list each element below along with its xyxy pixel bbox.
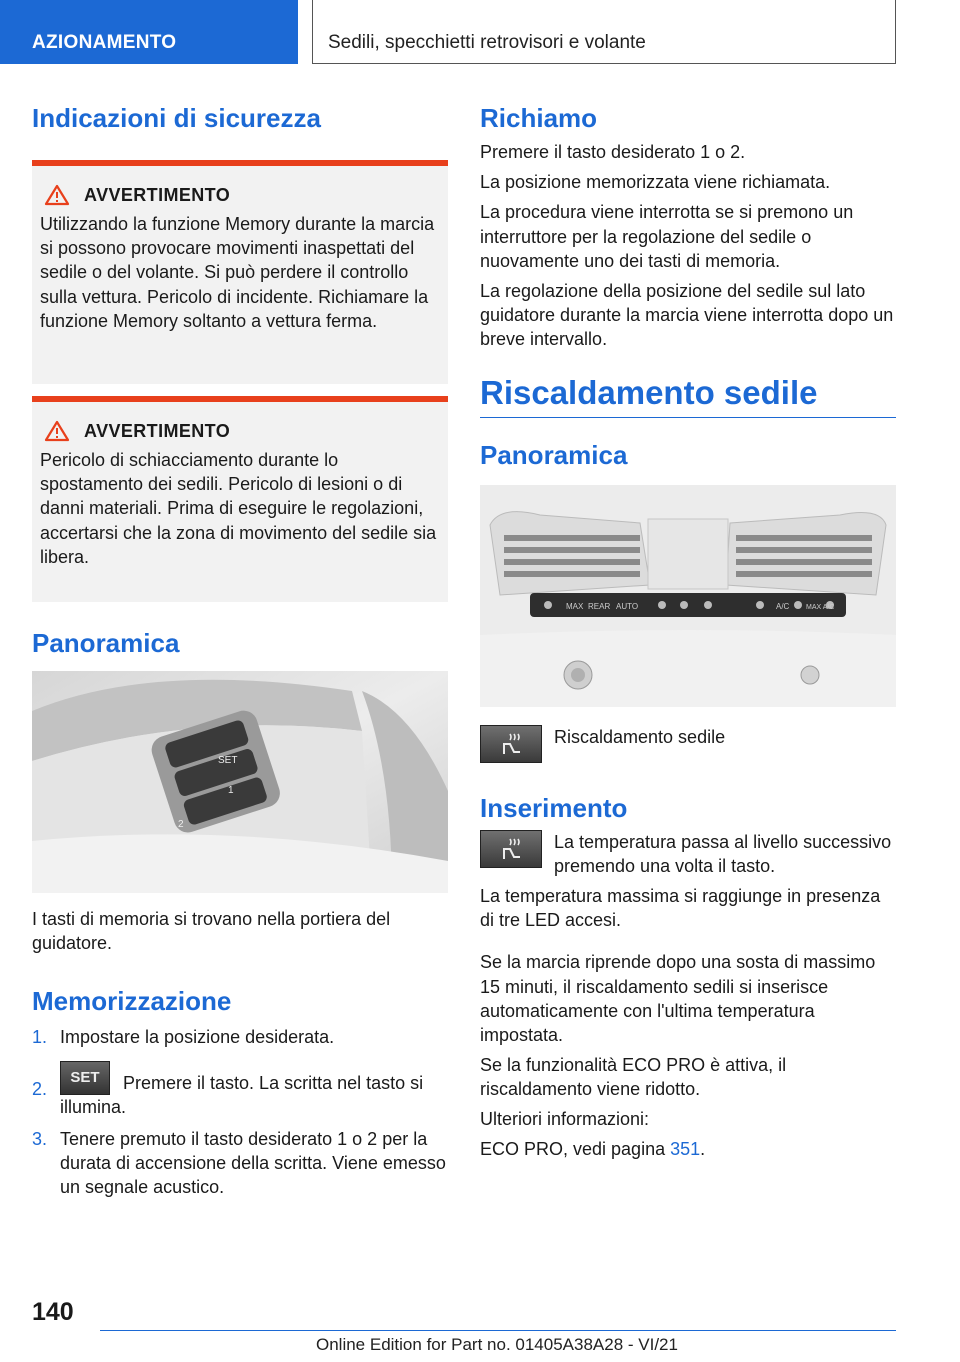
reference-end: . (700, 1139, 706, 1160)
heating-paragraph: Se la funzionalità ECO PRO è attiva, il riscaldamento viene ridotto. (480, 1054, 787, 1100)
seat-heating-button-icon (480, 830, 542, 868)
warning-text: Utilizzando la funzione Memory durante la marcia si possono provocare movimenti inaspettati del sedile o del volante. Si può perdere il controllo sulla vettura. Pericolo di incidente. Richiamare la funzione Memory soltanto a vettura ferma. (40, 214, 435, 331)
warning-heading (40, 420, 440, 442)
left-column (32, 100, 448, 1207)
header-section: AZIONAMENTO (0, 0, 298, 64)
rear-key-label: REAR (588, 601, 611, 611)
max-ac-key-label: MAX A/C (806, 603, 835, 611)
page-link-351[interactable]: 351 (670, 1139, 701, 1160)
step-number: 2. (32, 1078, 48, 1099)
safety-title: Indicazioni di sicurezza (32, 103, 321, 133)
set-button-icon: SET (60, 1061, 110, 1095)
activate-icon-row (480, 830, 896, 878)
overview-title: Panoramica (32, 628, 180, 659)
warning-text: Pericolo di schiacciamento durante lo spostamento dei sedili. Pericolo di lesioni o di danni materiali. Prima di eseguire le regolazioni, accertarsi che la zona di movimento del sedile sia libera. (40, 450, 437, 567)
heating-paragraph: La temperatura massima si raggiunge in presenza di tre LED accesi. (480, 886, 881, 931)
door-panel-illustration (32, 671, 448, 893)
step-number: 3. (32, 1129, 48, 1149)
max-key-label: MAX (566, 601, 584, 611)
icon-caption: Riscaldamento sedile (554, 726, 726, 747)
memorize-title: Memorizzazione (32, 985, 232, 1016)
right-column (480, 100, 896, 1161)
photo-caption: I tasti di memoria si trovano nella portiera del guidatore. (32, 909, 391, 954)
recall-paragraph: Premere il tasto desiderato 1 o 2. (480, 142, 746, 163)
warning-label: AVVERTIMENTO (84, 420, 231, 441)
activate-title: Inserimento (480, 792, 628, 823)
seat-heating-icon (496, 835, 526, 863)
recall-title: Richiamo (480, 103, 598, 133)
warning-triangle-icon (44, 420, 70, 442)
heating-overview-title: Panoramica (480, 439, 628, 470)
memory-key-1-label: 1 (228, 785, 234, 797)
center-console-photo (480, 485, 896, 707)
heating-title: Riscaldamento sedile (480, 374, 818, 412)
step-item (32, 1127, 448, 1199)
seat-heating-icon-row (480, 725, 896, 763)
auto-key-label: AUTO (616, 601, 639, 611)
recall-paragraph: La procedura viene interrotta se si premono un interruttore per la regolazione del sedile o nuovamente uno dei tasti di memoria. (480, 202, 854, 271)
footer-divider (100, 1330, 896, 1331)
climate-panel-illustration (480, 485, 896, 707)
step-number: 1. (32, 1026, 48, 1047)
page-number: 140 (32, 1298, 74, 1326)
warning-heading (40, 184, 440, 206)
seat-heating-button-icon (480, 725, 542, 763)
step-text: Tenere premuto il tasto desiderato 1 o 2 per la durata di accensione della scritta. Viene emesso un segnale acustico. (60, 1129, 446, 1198)
memory-key-2-label: 2 (178, 819, 184, 831)
header-chapter: Sedili, specchietti retrovisori e volante (312, 0, 896, 64)
step-item (32, 1025, 448, 1049)
heating-paragraph: Se la marcia riprende dopo una sosta di massimo 15 minuti, il riscaldamento sedili si inserisce automaticamente con l'ultima temperatura impostata. (480, 952, 876, 1045)
warning-label: AVVERTIMENTO (84, 184, 231, 205)
eco-pro-reference (480, 1137, 896, 1161)
door-memory-buttons-photo (32, 671, 448, 893)
activate-icon-text: La temperatura passa al livello successivo premendo una volta il tasto. (554, 832, 892, 877)
footer-edition: Online Edition for Part no. 01405A38A28 - VI/21 (316, 1335, 678, 1354)
recall-paragraph: La posizione memorizzata viene richiamata. (480, 172, 831, 193)
recall-paragraph: La regolazione della posizione del sedile sul lato guidatore durante la marcia viene interrotta dopo un breve intervallo. (480, 280, 894, 349)
warning-box-1 (32, 160, 448, 384)
ac-key-label: A/C (776, 601, 790, 611)
step-text: Premere il tasto. La scritta nel tasto si illumina. (60, 1072, 424, 1117)
step-item (32, 1061, 448, 1119)
set-key-label: SET (218, 755, 238, 767)
heating-heading (480, 373, 896, 418)
warning-triangle-icon (44, 184, 70, 206)
memorize-steps (32, 1025, 448, 1200)
reference-text: ECO PRO, vedi pagina (480, 1139, 671, 1160)
heating-paragraph: Ulteriori informazioni: (480, 1109, 650, 1130)
step-text: Impostare la posizione desiderata. (60, 1026, 335, 1047)
seat-heating-icon (496, 730, 526, 758)
warning-box-2 (32, 396, 448, 602)
